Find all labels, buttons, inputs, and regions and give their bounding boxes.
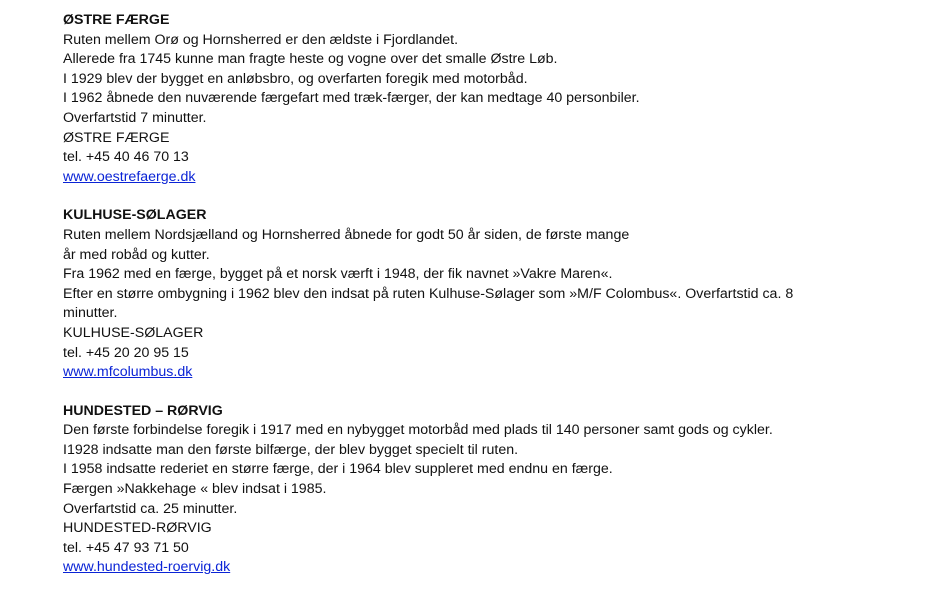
body-line: I 1962 åbnede den nuværende færgefart med træk-færger, der kan medtage 40 personbiler. <box>63 90 640 107</box>
body-line: minutter. <box>63 305 118 322</box>
section-heading: HUNDESTED – RØRVIG <box>63 402 223 419</box>
body-line: Ruten mellem Orø og Hornsherred er den ældste i Fjordlandet. <box>63 31 459 48</box>
website-link[interactable]: www.hundested-roervig.dk <box>63 559 231 576</box>
website-link[interactable]: www.oestrefaerge.dk <box>63 168 196 185</box>
phone-number: tel. +45 40 46 70 13 <box>63 149 189 166</box>
section-heading: KULHUSE-SØLAGER <box>63 207 207 224</box>
body-line: år med robåd og kutter. <box>63 246 210 263</box>
body-line: Ruten mellem Nordsjælland og Hornsherred åbnede for godt 50 år siden, de første mange <box>63 226 630 243</box>
phone-number: tel. +45 47 93 71 50 <box>63 539 189 556</box>
ferry-section-hundested-roervig <box>63 402 923 578</box>
body-line: Allerede fra 1745 kunne man fragte heste og vogne over det smalle Østre Løb. <box>63 51 558 68</box>
body-line: Den første forbindelse foregik i 1917 med en nybygget motorbåd med plads til 140 personer samt gods og cykler. <box>63 422 773 439</box>
contact-name: KULHUSE-SØLAGER <box>63 324 204 341</box>
body-line: Færgen »Nakkehage « blev indsat i 1985. <box>63 481 327 498</box>
body-line: I 1929 blev der bygget en anløbsbro, og overfarten foregik med motorbåd. <box>63 70 528 87</box>
ferry-section-oestre-faerge <box>63 11 923 187</box>
body-line: I1928 indsatte man den første bilfærge, der blev bygget specielt til ruten. <box>63 441 519 458</box>
body-line: Efter en større ombygning i 1962 blev den indsat på ruten Kulhuse-Sølager som »M/F Colombus«. Overfartstid ca. 8 <box>63 285 794 302</box>
body-line: Overfartstid 7 minutter. <box>63 109 207 126</box>
website-link[interactable]: www.mfcolumbus.dk <box>63 364 193 381</box>
contact-name: ØSTRE FÆRGE <box>63 129 170 146</box>
body-line: Fra 1962 med en færge, bygget på et norsk værft i 1948, der fik navnet »Vakre Maren«. <box>63 266 613 283</box>
phone-number: tel. +45 20 20 95 15 <box>63 344 189 361</box>
ferry-section-kulhuse-soelager <box>63 206 923 382</box>
document-body <box>63 11 923 597</box>
contact-name: HUNDESTED-RØRVIG <box>63 520 212 537</box>
body-line: Overfartstid ca. 25 minutter. <box>63 500 238 517</box>
section-heading: ØSTRE FÆRGE <box>63 12 170 28</box>
body-line: I 1958 indsatte rederiet en større færge, der i 1964 blev suppleret med endnu en færge. <box>63 461 613 478</box>
